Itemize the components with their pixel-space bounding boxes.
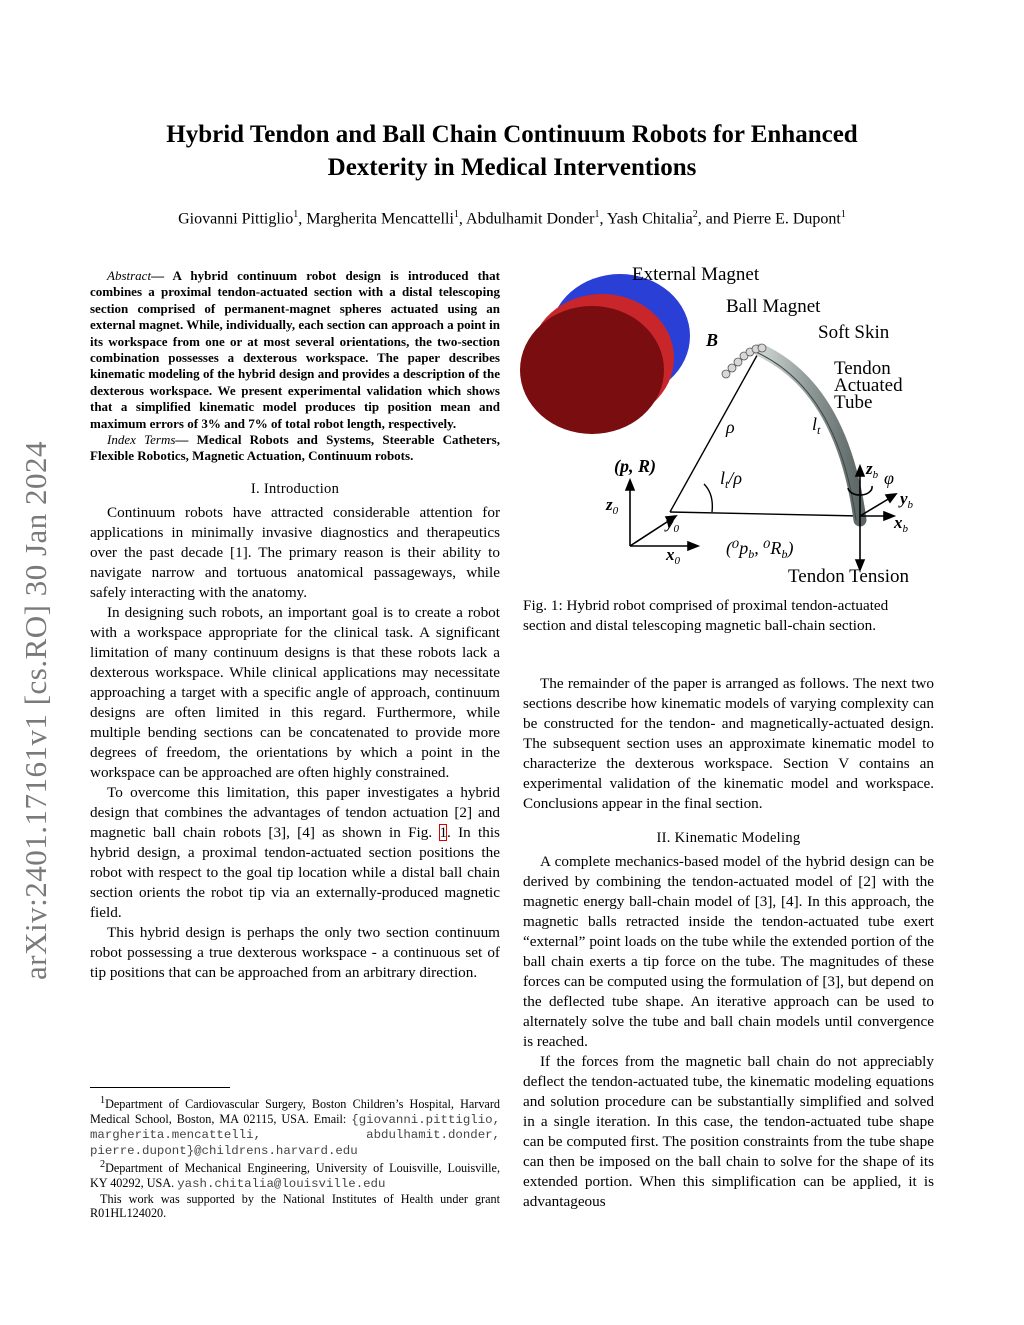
- label-lt-over-rho: $l_t/\rho$: [720, 468, 742, 491]
- label-lt: $l_t$: [812, 414, 821, 437]
- label-soft-skin: Soft Skin: [818, 322, 890, 343]
- figure-1-caption: Fig. 1: Hybrid robot comprised of proximal tendon-actuated section and distal telescoping magnetic ball-chain section.: [523, 597, 889, 634]
- intro-paragraph-1: Continuum robots have attracted considerable attention for applications in minimally invasive diagnostics and therapeutics over the past decade [1]. The primary reason is their ability to navigate narrow and tortuous anatomical passageways, while safely interacting with the anatomy.: [90, 503, 500, 601]
- label-rho: ρ: [726, 417, 735, 437]
- label-ball-magnet: Ball Magnet: [726, 296, 821, 317]
- intro-paragraph-3: To overcome this limitation, this paper investigates a hybrid design that combines the advantages of tendon actuation [2] and magnetic ball chain robots [3], [4] as shown in Fig. 1. In this hybrid design, a proximal tendon-actuated section positions the robot with respect to the goal tip location while a distal ball chain section orients the robot tip via an externally-produced magnetic field.: [90, 783, 500, 921]
- abstract: [90, 268, 500, 432]
- origin-frame: [626, 480, 698, 550]
- external-magnet: [520, 274, 690, 434]
- footnote-1-emails[interactable]: {giovanni.pittiglio, margherita.mencattelli, abdulhamit.donder, pierre.dupont}@childrens.harvard.edu: [90, 1112, 501, 1158]
- label-external-magnet: External Magnet: [632, 264, 760, 285]
- title-line-1: Hybrid Tendon and Ball Chain Continuum Robots for Enhanced: [166, 121, 858, 148]
- funding-note: This work was supported by the National Institutes of Health under grant R01HL124020.: [90, 1191, 500, 1221]
- intro-paragraph-4: This hybrid design is perhaps the only two section continuum robot possessing a true dexterous workspace - a continuous set of tip positions that can be approached from an arbitrary direction.: [90, 923, 500, 981]
- ball-chain: [722, 344, 766, 378]
- label-xb: $x_b$: [894, 513, 908, 535]
- arxiv-side-identifier: arXiv:2401.17161v1 [cs.RO] 30 Jan 2024: [18, 440, 53, 980]
- footnote-2: $^2$Department of Mechanical Engineering, University of Louisville, Louisville, KY 40292, USA. yash.chitalia@louisville.edu: [90, 1159, 500, 1192]
- label-actuated: Actuated: [834, 375, 903, 396]
- rho-line: [670, 350, 760, 512]
- label-phi: φ: [884, 468, 894, 488]
- label-base-pose: ($^0p_b$, $^0R_b$): [726, 538, 794, 561]
- author-2: Margherita Mencattelli: [306, 210, 454, 228]
- base-line: [670, 512, 860, 516]
- intro-paragraph-2: In designing such robots, an important goal is to create a robot with a workspace appropriate for the clinical task. A significant limitation of many continuum designs is that these robots lack a dexterous workspace. While clinical applications may necessitate approaching a target with a specific angle of approach, continuum designs are often limited in this regard. Furthermore, while multiple bending sections can be concatenated to provide more degrees of freedom, the orientations by which a point in the workspace can be approached are often highly constrained.: [90, 603, 500, 781]
- index-terms-text: — Medical Robots and Systems, Steerable Catheters, Flexible Robotics, Magnetic Actuation, Continuum robots.: [90, 432, 500, 464]
- abstract-text: — A hybrid continuum robot design is introduced that combines a proximal tendon-actuated section with a distal telescoping section comprised of permanent-magnet spheres actuated using an external magnet. While, individually, each section can approach a point in its workspace from one or at most several orientations, the two-section combination possesses a dexterous workspace. The paper describes kinematic modeling of the hybrid design and provides a description of the dexterous workspace. We present experimental validation which shows that a simplified kinematic model produces tip position mean and maximum errors of 3% and 7% of total robot length, respectively.: [90, 268, 500, 431]
- label-tendon-tension: Tendon Tension: [788, 566, 910, 587]
- magnet-dark-face: [520, 306, 664, 434]
- author-5: Pierre E. Dupont: [732, 210, 841, 228]
- footnote-divider: [90, 1087, 230, 1088]
- label-B-field: B: [706, 330, 719, 350]
- right-paragraph-3: If the forces from the magnetic ball chain do not appreciably deflect the tendon-actuated tube, the kinematic modeling equations and solution procedure can be substantially simplified and solved in a single iteration. In this case, the tendon-actuated tube shape can be computed first. The position constraints from the tube shape can then be imposed on the ball chain to solve for the shape of its extended portion. When this simplification can be applied, it is advantageous: [523, 1053, 934, 1210]
- label-tube: Tube: [834, 392, 873, 413]
- title-line-2: Dexterity in Medical Interventions: [327, 154, 697, 181]
- figure-1-robot-diagram: [520, 258, 940, 594]
- right-paragraph-1: The remainder of the paper is arranged as follows. The next two sections describe how kinematic models of varying complexity can be constructed for the tendon- and magnetically-actuated design. The subsequent section uses an approximate kinematic model to characterize the dexterous workspace. Section V contains an experimental validation of the kinematic model and workspace. Conclusions appear in the final section.: [523, 675, 934, 812]
- author-3: Abdulhamit Donder: [466, 210, 595, 228]
- footnotes: [90, 1094, 500, 1221]
- label-x0: $x_0$: [666, 545, 680, 567]
- author-1: Giovanni Pittiglio: [178, 210, 294, 228]
- label-tendon: Tendon: [834, 358, 891, 379]
- section-heading-kinematic-modeling: II. Kinematic Modeling: [656, 830, 801, 846]
- label-zb: $z_b$: [866, 459, 879, 481]
- figure-reference-link[interactable]: 1: [439, 823, 448, 841]
- left-column: [90, 268, 500, 983]
- footnote-1: $^1$Department of Cardiovascular Surgery, Boston Children’s Hospital, Harvard Medical School, Boston, MA 02115, USA. Email: {giovanni.pittiglio, margherita.mencattelli, abdulhamit.donder, pierre.dupont}@childrens.harvard.edu: [90, 1095, 501, 1158]
- label-y0: $y_0$: [666, 513, 680, 535]
- section-heading-introduction: I. Introduction: [250, 480, 340, 497]
- author-4: Yash Chitalia: [606, 210, 693, 228]
- label-z0: $z_0$: [606, 495, 619, 517]
- right-paragraph-2: A complete mechanics-based model of the hybrid design can be derived by combining the tendon-actuated model of [2] with the magnetic energy ball-chain model of [3], [4]. In this approach, the magnetic balls retracted inside the tendon-actuated tube exert “external” point loads on the tube while the extended portion of the ball chain exerts a tip force on the tube. The magnitudes of these forces can be computed using the formulation of [3], but depend on the deflected tube shape. An iterative approach can be used to alternately solve the tube and ball chain models until convergence is reached.: [523, 853, 934, 1050]
- right-column: [523, 674, 934, 1212]
- label-p-R: (p, R): [614, 456, 656, 476]
- index-terms-lead: Index Terms: [107, 432, 176, 448]
- abstract-lead: Abstract: [107, 268, 152, 283]
- author-list: Giovanni Pittiglio$^1$, Margherita Mencattelli$^1$, Abdulhamit Donder$^1$, Yash Chitalia$^2$, and Pierre E. Dupont$^1$: [178, 209, 846, 228]
- label-yb: $y_b$: [900, 489, 914, 511]
- angle-arc: [704, 484, 712, 512]
- index-terms: [90, 432, 500, 465]
- paper-title: [90, 118, 934, 184]
- footnote-2-email[interactable]: yash.chitalia@louisville.edu: [177, 1177, 386, 1192]
